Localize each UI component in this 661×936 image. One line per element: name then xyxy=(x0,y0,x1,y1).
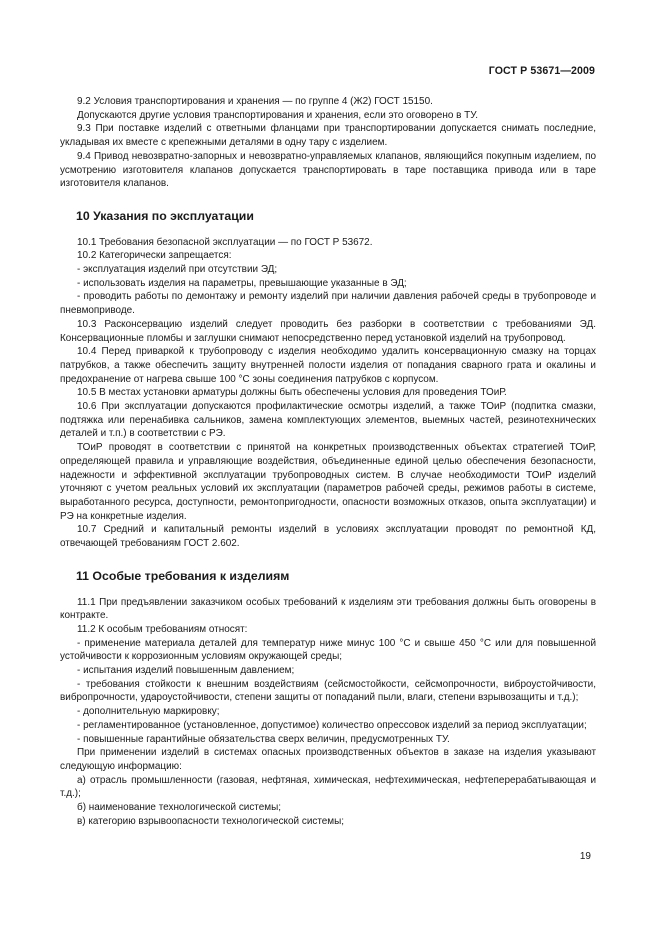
section-heading-11: 11 Особые требования к изделиям xyxy=(76,568,290,583)
paragraph: 10.1 Требования безопасной эксплуатации — по ГОСТ Р 53672. xyxy=(77,236,373,248)
paragraph: При применении изделий в системах опасных производственных объектов в заказе на изделия указывают следующую информацию: xyxy=(60,747,596,772)
paragraph: ТОиР проводят в соответствии с принятой на конкретных производственных объектах стратегией ТОиР, определяющей правила и управляющие воздействия, объединенные единой целью обеспечения безопасности, надежности и эффективной эксплуатации трубопроводных систем. В случае необходимости ТОиР изделий уточняют с учетом реальных условий их эксплуатации (параметров рабочей среды, режимов работы в системе, выработанного ресурса, доступности, ремонтопригодности, опасности возможных отказов, опыта эксплуатации) и РЭ на конкретные изделия. xyxy=(60,442,596,522)
list-item: в) категорию взрывоопасности технологической системы; xyxy=(77,815,345,827)
list-item: - требования стойкости к внешним воздействиям (сейсмостойкости, сейсмопрочности, виброустойчивости, вибропрочности, удароустойчивости, степени защиты от попаданий пыли, влаги, степени взрывозащиты и т.д.); xyxy=(60,678,596,704)
paragraph: 10.6 При эксплуатации допускаются профилактические осмотры изделий, а также ТОиР (подпитка смазки, подтяжка или перенабивка сальников, замена комплектующих элементов, выемных частей, резинотехнических деталей и т.п.) в соответствии с РЭ. xyxy=(60,401,596,440)
paragraph: 11.1 При предъявлении заказчиком особых требований к изделиям эти требования должны быть оговорены в контракте. xyxy=(60,596,596,622)
list-item: - регламентированное (установленное, допустимое) количество опрессовок изделий за период эксплуатации; xyxy=(77,719,587,731)
paragraph: 10.5 В местах установки арматуры должны быть обеспечены условия для проведения ТОиР. xyxy=(77,387,507,399)
paragraph: 9.3 При поставке изделий с ответными фланцами при транспортировании допускается снимать последние, укладывая их вместе с крепежными деталями в одну тару с изделием. xyxy=(60,123,596,149)
paragraph: Допускаются другие условия транспортирования и хранения, если это оговорено в ТУ. xyxy=(77,109,478,121)
standard-header: ГОСТ Р 53671—2009 xyxy=(488,65,595,77)
paragraph: 9.4 Привод невозвратно-запорных и невозвратно-управляемых клапанов, являющийся покупным изделием, по усмотрению изготовителя клапанов допускается транспортировать в таре поставщика привода или в таре изготовителя клапанов. xyxy=(60,150,596,190)
paragraph: 11.2 К особым требованиям относят: xyxy=(77,623,248,635)
list-item: б) наименование технологической системы; xyxy=(77,802,282,814)
page-number: 19 xyxy=(579,851,591,862)
paragraph: 10.4 Перед приваркой к трубопроводу с изделия необходимо удалить консервационную смазку на торцах патрубков, а также обеспечить защиту внутренней полости изделия от попадания сварного грата и окалины и предохранение от нагрева свыше 100 °С зоны соединения патрубков с корпусом. xyxy=(60,346,596,385)
list-item: - применение материала деталей для температур ниже минус 100 °С и свыше 450 °С или для повышенной устойчивости к коррозионным условиям окружающей среды; xyxy=(60,637,596,663)
list-item: - повышенные гарантийные обязательства сверх величин, предусмотренных ТУ. xyxy=(77,733,450,745)
list-item: - использовать изделия на параметры, превышающие указанные в ЭД; xyxy=(77,277,407,289)
list-item: - проводить работы по демонтажу и ремонту изделий при наличии давления рабочей среды в трубопроводе и пневмоприводе. xyxy=(60,291,596,317)
paragraph: 10.7 Средний и капитальный ремонты изделий в условиях эксплуатации проводят по ремонтной КД, отвечающей требованиям ГОСТ 2.602. xyxy=(60,524,596,550)
document-body xyxy=(60,95,596,828)
list-item: - дополнительную маркировку; xyxy=(77,706,220,718)
paragraph: 10.3 Расконсервацию изделий следует проводить без разборки в соответствии с требованиями ЭД. Консервационные пломбы и заглушки снимают непосредственно перед установкой изделий на трубопровод. xyxy=(60,318,596,344)
paragraph: 9.2 Условия транспортирования и хранения — по группе 4 (Ж2) ГОСТ 15150. xyxy=(77,96,433,107)
section-heading-10: 10 Указания по эксплуатации xyxy=(76,208,254,223)
list-item: - испытания изделий повышенным давлением; xyxy=(77,665,295,677)
list-item: - эксплуатация изделий при отсутствии ЭД; xyxy=(77,264,278,276)
paragraph: 10.2 Категорически запрещается: xyxy=(77,250,232,262)
list-item: а) отрасль промышленности (газовая, нефтяная, химическая, нефтехимическая, нефтеперерабатывающая и т.д.); xyxy=(60,774,596,800)
